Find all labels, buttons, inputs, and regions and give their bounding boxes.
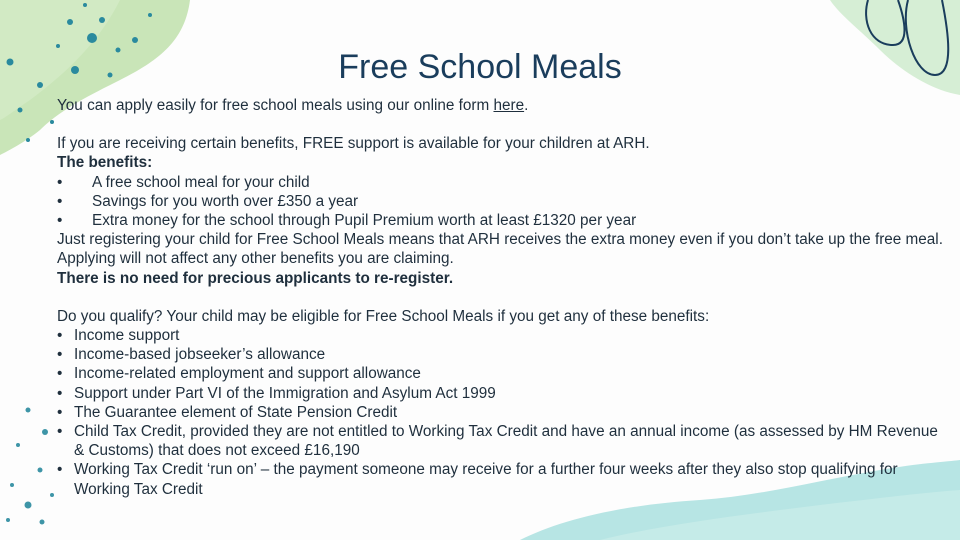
list-item: • Income support [57, 327, 180, 345]
bullet-icon: • [57, 173, 63, 191]
bullet-icon: • [57, 384, 63, 402]
spacer [57, 115, 952, 134]
benefits-list [57, 173, 952, 231]
bullet-icon: • [57, 461, 63, 479]
bullet-icon: • [57, 346, 63, 364]
bullet-icon: • [57, 327, 63, 345]
teal-dots-bottom-left [6, 408, 54, 525]
list-item: • A free school meal for your child [57, 173, 310, 191]
bullet-icon: • [57, 192, 63, 210]
bullet-icon: • [57, 212, 63, 230]
qualifying-benefits-list [57, 326, 952, 499]
intro-text: You can apply easily for free school meals using our online form [57, 97, 494, 114]
list-item: • Savings for you worth over £350 a year [57, 192, 359, 210]
intro-text-end: . [524, 97, 529, 114]
list-item: • Extra money for the school through Pupil Premium worth at least £1320 per year [57, 212, 637, 230]
list-item: • Child Tax Credit, provided they are not entitled to Working Tax Credit and have an annual income (as assessed by HM Revenue & Customs) that does not exceed £16,190 [57, 423, 938, 460]
list-item: • Working Tax Credit ‘run on’ – the payment someone may receive for a further four weeks after they also stop qualifying for Working Tax Credit [57, 461, 898, 498]
list-item: • Income-based jobseeker’s allowance [57, 346, 326, 364]
no-reregister-note: There is no need for precious applicants to re-register. [57, 269, 454, 287]
qualify-intro: Do you qualify? Your child may be eligible for Free School Meals if you get any of these benefits: [57, 307, 710, 325]
slide-content [57, 96, 952, 499]
bullet-icon: • [57, 403, 63, 421]
bullet-icon: • [57, 365, 63, 383]
list-item: • Support under Part VI of the Immigration and Asylum Act 1999 [57, 384, 496, 402]
list-item: • Income-related employment and support allowance [57, 365, 421, 383]
list-item: • The Guarantee element of State Pension Credit [57, 403, 398, 421]
benefits-intro: If you are receiving certain benefits, FREE support is available for your children at ARH. [57, 135, 650, 153]
spacer [57, 288, 952, 307]
bullet-icon: • [57, 423, 63, 441]
page-title: Free School Meals [338, 48, 622, 86]
online-form-link[interactable]: here [493, 97, 525, 114]
benefits-heading: The benefits: [57, 154, 153, 172]
registering-note: Just registering your child for Free School Meals means that ARH receives the extra money even if you don’t take up the free meal. Applying will not affect any other benefits you are claiming. [57, 231, 943, 268]
intro-paragraph [57, 96, 952, 115]
